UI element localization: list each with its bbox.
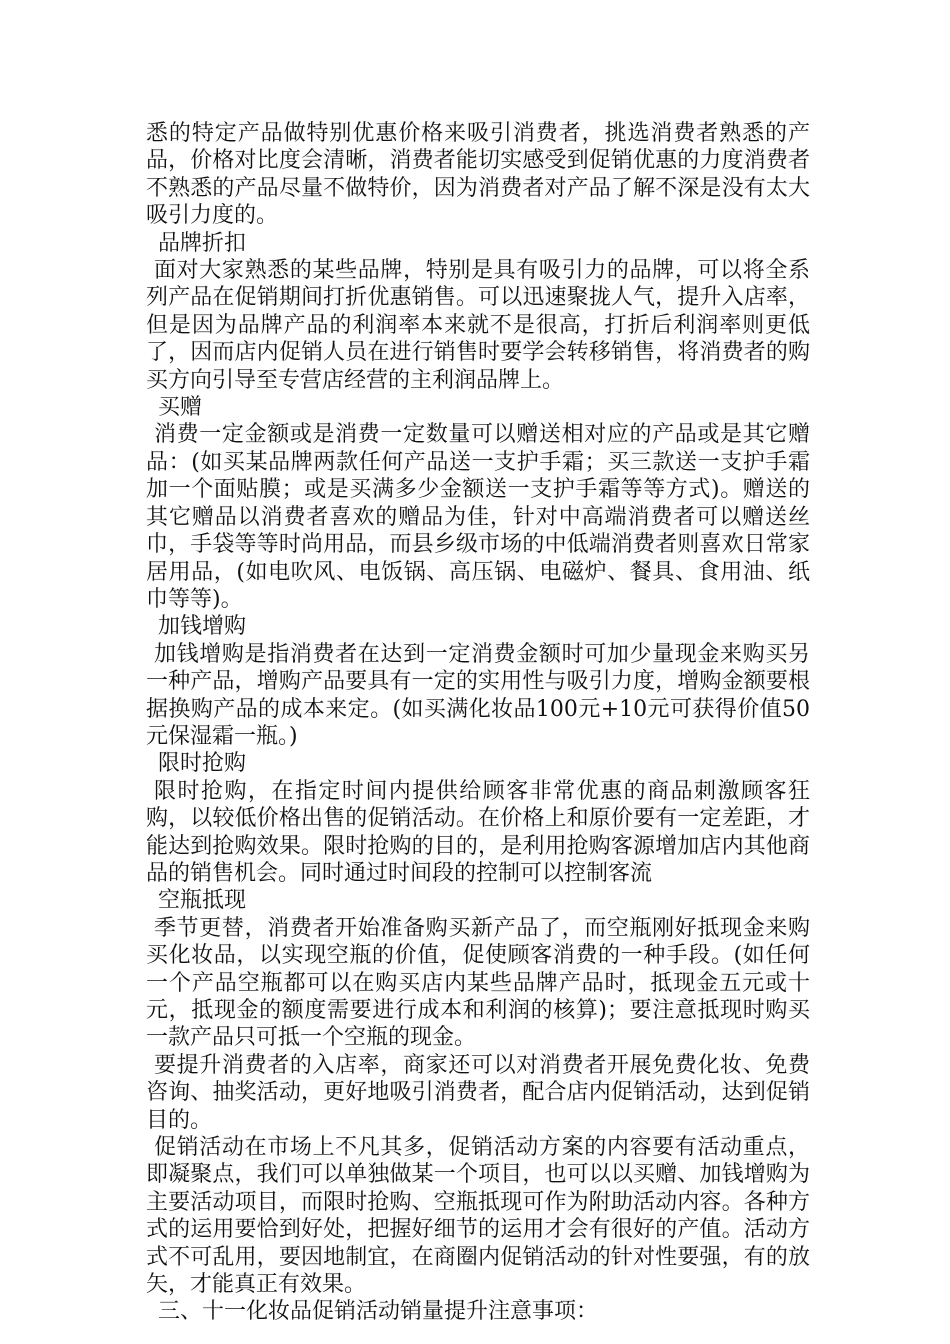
paragraph-empty-bottle-cashback: 季节更替，消费者开始准备购买新产品了，而空瓶刚好抵现金来购买化妆品，以实现空瓶的价值，促使顾客消费的一种手段。(如任何一个产品空瓶都可以在购买店内某些品牌产品时，抵现金五元或十元，抵现金的额度需要进行成本和利润的核算)；要注意抵现时购买一款产品只可抵一个空瓶的现金。 [146,915,810,1051]
heading-empty-bottle-cashback: 空瓶抵现 [158,888,247,914]
paragraph-store-traffic: 要提升消费者的入店率，商家还可以对消费者开展免费化妆、免费咨询、抽奖活动，更好地吸引消费者，配合店内促销活动，达到促销目的。 [146,1052,810,1133]
heading-add-on-purchase: 加钱增购 [158,614,247,640]
paragraph-flash-sale: 限时抢购，在指定时间内提供给顾客非常优惠的商品刺激顾客狂购，以较低价格出售的促销活动。在价格上和原价要有一定差距，才能达到抢购效果。限时抢购的目的，是利用抢购客源增加店内其他商品的销售机会。同时通过时间段的控制可以控制客流 [146,778,810,886]
heading-gift-with-purchase: 买赠 [158,395,203,421]
paragraph-add-on-purchase: 加钱增购是指消费者在达到一定消费金额时可加少量现金来购买另一种产品，增购产品要具有一定的实用性与吸引力度，增购金额要根据换购产品的成本来定。(如买满化妆品100元+10元可获得价值50元保湿霜一瓶。) [146,641,810,749]
paragraph-gift-with-purchase: 消费一定金额或是消费一定数量可以赠送相对应的产品或是其它赠品：(如买某品牌两款任何产品送一支护手霜；买三款送一支护手霜加一个面贴膜；或是买满多少金额送一支护手霜等等方式)。赠送的其它赠品以消费者喜欢的赠品为佳，针对中高端消费者可以赠送丝巾，手袋等等时尚用品，而县乡级市场的中低端消费者则喜欢日常家居用品，(如电吹风、电饭锅、高压锅、电磁炉、餐具、食用油、纸巾等等)。 [146,422,810,612]
heading-section-three: 三、十一化妆品促销活动销量提升注意事项： [158,1299,599,1325]
paragraph-brand-discount: 面对大家熟悉的某些品牌，特别是具有吸引力的品牌，可以将全系列产品在促销期间打折优惠销售。可以迅速聚拢人气，提升入店率，但是因为品牌产品的利润率本来就不是很高，打折后利润率则更低了，因而店内促销人员在进行销售时要学会转移销售，将消费者的购买方向引导至专营店经营的主利润品牌上。 [146,258,810,393]
heading-flash-sale: 限时抢购 [158,751,247,777]
heading-brand-discount: 品牌折扣 [158,230,247,256]
paragraph-familiar-products: 悉的特定产品做特别优惠价格来吸引消费者，挑选消费者熟悉的产品，价格对比度会清晰，消费者能切实感受到促销优惠的力度消费者不熟悉的产品尽量不做特价，因为消费者对产品了解不深是没有太大吸引力度的。 [146,121,810,229]
document-body [146,120,810,1326]
paragraph-promotion-focus: 促销活动在市场上不凡其多，促销活动方案的内容要有活动重点，即凝聚点，我们可以单独做某一个项目，也可以以买赠、加钱增购为主要活动项目，而限时抢购、空瓶抵现可作为附助活动内容。各种方式的运用要恰到好处，把握好细节的运用才会有很好的产值。活动方式不可乱用，要因地制宜，在商圈内促销活动的针对性要强，有的放矢，才能真正有效果。 [146,1135,810,1298]
